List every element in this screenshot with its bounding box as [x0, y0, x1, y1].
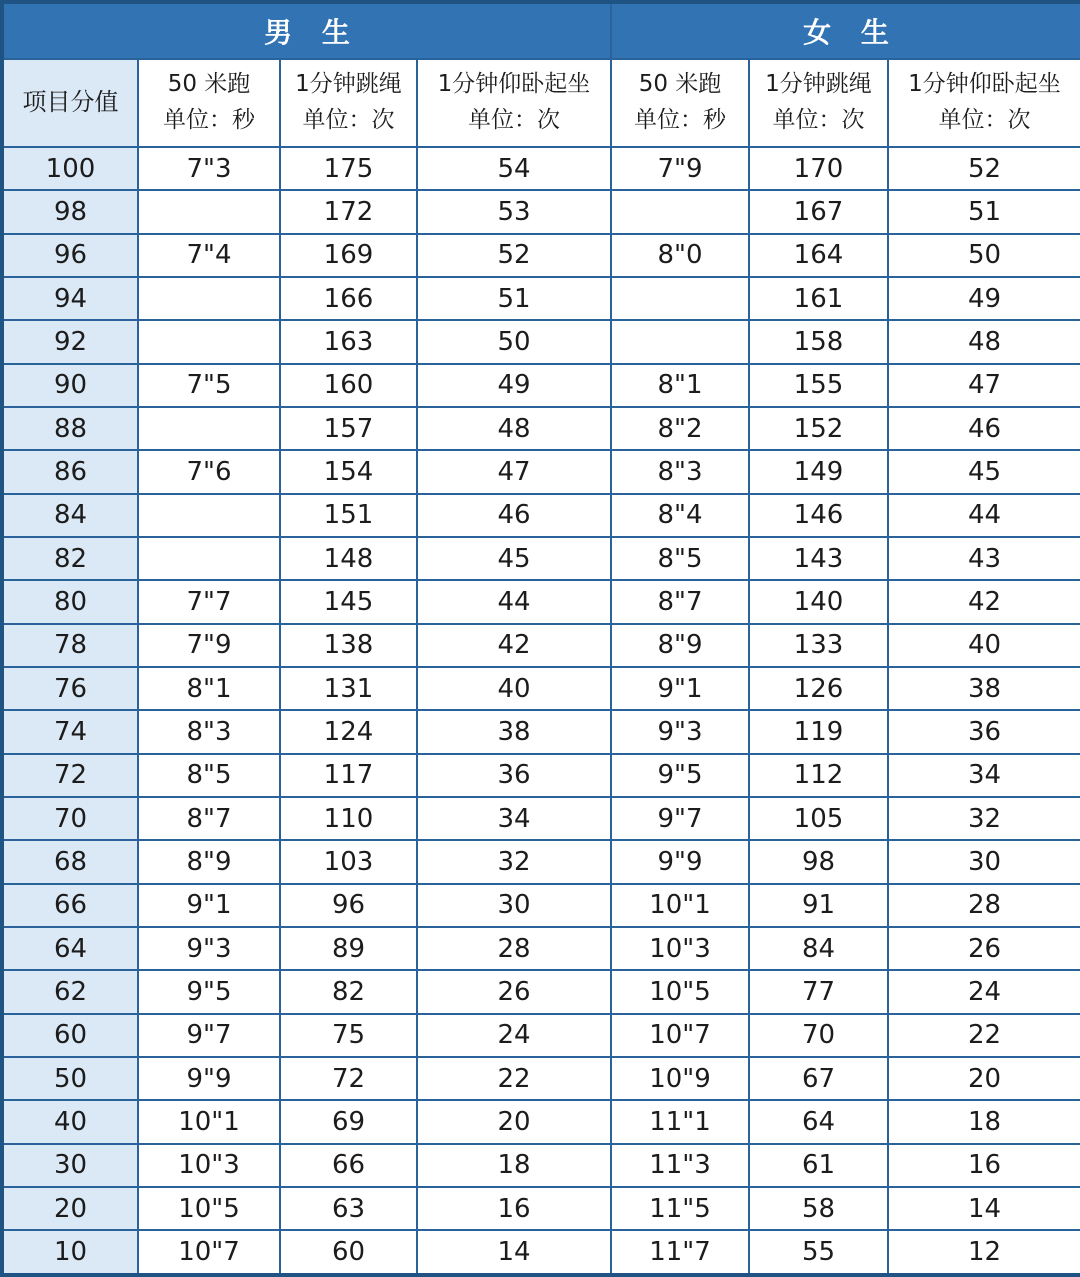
table-row	[2, 1014, 1080, 1057]
value-cell: 9"7	[138, 1014, 280, 1057]
table-row	[2, 1230, 1080, 1275]
value-cell: 11"5	[611, 1187, 749, 1230]
value-cell	[611, 190, 749, 233]
value-cell: 16	[888, 1144, 1080, 1187]
value-cell: 45	[888, 450, 1080, 493]
score-value: 20	[2, 1187, 138, 1230]
value-cell: 110	[280, 797, 417, 840]
value-cell	[611, 277, 749, 320]
value-cell: 103	[280, 840, 417, 883]
value-cell: 8"3	[138, 710, 280, 753]
value-cell: 51	[888, 190, 1080, 233]
score-value: 84	[2, 494, 138, 537]
value-cell: 45	[417, 537, 611, 580]
group-header-boys: 男 生	[2, 2, 611, 59]
value-cell: 42	[417, 624, 611, 667]
table-row	[2, 580, 1080, 623]
value-cell	[138, 277, 280, 320]
value-cell: 26	[888, 927, 1080, 970]
header-event-name: 1分钟仰卧起坐	[437, 71, 591, 98]
table-row	[2, 797, 1080, 840]
value-cell: 160	[280, 364, 417, 407]
value-cell: 47	[417, 450, 611, 493]
table-row	[2, 1187, 1080, 1230]
value-cell: 131	[280, 667, 417, 710]
value-cell: 26	[417, 970, 611, 1013]
score-value: 50	[2, 1057, 138, 1100]
group-header-girls: 女 生	[611, 2, 1080, 59]
table-row	[2, 927, 1080, 970]
value-cell: 47	[888, 364, 1080, 407]
value-cell: 10"5	[138, 1187, 280, 1230]
value-cell: 8"4	[611, 494, 749, 537]
header-girls-jump-rope	[749, 59, 888, 147]
value-cell: 152	[749, 407, 888, 450]
score-value: 76	[2, 667, 138, 710]
table-row	[2, 537, 1080, 580]
value-cell: 8"0	[611, 234, 749, 277]
value-cell	[138, 320, 280, 363]
score-value: 86	[2, 450, 138, 493]
score-value: 82	[2, 537, 138, 580]
value-cell: 8"1	[611, 364, 749, 407]
score-value: 96	[2, 234, 138, 277]
value-cell: 10"7	[138, 1230, 280, 1275]
value-cell: 20	[888, 1057, 1080, 1100]
score-value: 60	[2, 1014, 138, 1057]
corner-header-score: 项目分值	[2, 59, 138, 147]
value-cell: 60	[280, 1230, 417, 1275]
table-row	[2, 710, 1080, 753]
table-row	[2, 364, 1080, 407]
value-cell: 38	[888, 667, 1080, 710]
value-cell: 10"5	[611, 970, 749, 1013]
value-cell: 126	[749, 667, 888, 710]
value-cell: 44	[888, 494, 1080, 537]
value-cell: 9"3	[611, 710, 749, 753]
table-row	[2, 1100, 1080, 1143]
value-cell: 50	[888, 234, 1080, 277]
header-event-name: 50 米跑	[638, 71, 722, 98]
score-value: 10	[2, 1230, 138, 1275]
value-cell: 138	[280, 624, 417, 667]
score-value: 62	[2, 970, 138, 1013]
header-event-name: 50 米跑	[167, 71, 251, 98]
value-cell: 9"5	[138, 970, 280, 1013]
table-row	[2, 320, 1080, 363]
value-cell: 143	[749, 537, 888, 580]
value-cell: 40	[888, 624, 1080, 667]
value-cell: 154	[280, 450, 417, 493]
header-girls-50m-run	[611, 59, 749, 147]
value-cell: 8"9	[611, 624, 749, 667]
value-cell: 61	[749, 1144, 888, 1187]
value-cell: 16	[417, 1187, 611, 1230]
value-cell: 84	[749, 927, 888, 970]
score-value: 74	[2, 710, 138, 753]
value-cell: 50	[417, 320, 611, 363]
table-row	[2, 754, 1080, 797]
value-cell: 72	[280, 1057, 417, 1100]
value-cell	[138, 190, 280, 233]
value-cell: 11"1	[611, 1100, 749, 1143]
value-cell: 172	[280, 190, 417, 233]
value-cell: 10"9	[611, 1057, 749, 1100]
value-cell: 67	[749, 1057, 888, 1100]
value-cell: 89	[280, 927, 417, 970]
value-cell: 49	[888, 277, 1080, 320]
value-cell: 18	[417, 1144, 611, 1187]
value-cell: 7"9	[138, 624, 280, 667]
value-cell: 96	[280, 884, 417, 927]
value-cell: 7"3	[138, 147, 280, 190]
score-value: 94	[2, 277, 138, 320]
value-cell: 7"9	[611, 147, 749, 190]
value-cell: 169	[280, 234, 417, 277]
value-cell: 7"7	[138, 580, 280, 623]
score-value: 68	[2, 840, 138, 883]
value-cell: 49	[417, 364, 611, 407]
value-cell: 8"5	[611, 537, 749, 580]
value-cell: 28	[417, 927, 611, 970]
value-cell: 24	[888, 970, 1080, 1013]
score-value: 72	[2, 754, 138, 797]
value-cell: 44	[417, 580, 611, 623]
value-cell: 14	[417, 1230, 611, 1275]
value-cell: 163	[280, 320, 417, 363]
value-cell: 7"6	[138, 450, 280, 493]
value-cell: 91	[749, 884, 888, 927]
value-cell: 46	[417, 494, 611, 537]
value-cell: 69	[280, 1100, 417, 1143]
score-value: 78	[2, 624, 138, 667]
header-event-unit: 单位：次	[938, 107, 1031, 133]
value-cell: 63	[280, 1187, 417, 1230]
header-event-unit: 单位：次	[468, 107, 560, 133]
value-cell: 30	[888, 840, 1080, 883]
table-row	[2, 190, 1080, 233]
value-cell: 82	[280, 970, 417, 1013]
table-row	[2, 1144, 1080, 1187]
score-value: 90	[2, 364, 138, 407]
value-cell: 12	[888, 1230, 1080, 1275]
value-cell: 34	[417, 797, 611, 840]
value-cell: 55	[749, 1230, 888, 1275]
value-cell: 9"7	[611, 797, 749, 840]
value-cell: 119	[749, 710, 888, 753]
value-cell: 40	[417, 667, 611, 710]
value-cell: 14	[888, 1187, 1080, 1230]
value-cell: 48	[888, 320, 1080, 363]
value-cell: 46	[888, 407, 1080, 450]
score-value: 100	[2, 147, 138, 190]
value-cell: 38	[417, 710, 611, 753]
value-cell: 9"3	[138, 927, 280, 970]
header-girls-sit-ups	[888, 59, 1080, 147]
value-cell: 158	[749, 320, 888, 363]
value-cell: 58	[749, 1187, 888, 1230]
group-header-row	[2, 2, 1080, 59]
value-cell: 9"5	[611, 754, 749, 797]
value-cell: 146	[749, 494, 888, 537]
value-cell	[138, 537, 280, 580]
value-cell: 112	[749, 754, 888, 797]
header-event-name: 1分钟跳绳	[295, 71, 402, 98]
table-row	[2, 450, 1080, 493]
value-cell: 124	[280, 710, 417, 753]
value-cell: 43	[888, 537, 1080, 580]
value-cell	[138, 494, 280, 537]
score-value: 80	[2, 580, 138, 623]
header-event-unit: 单位：次	[772, 107, 865, 133]
table-row	[2, 494, 1080, 537]
value-cell: 10"3	[611, 927, 749, 970]
value-cell: 18	[888, 1100, 1080, 1143]
table-row	[2, 147, 1080, 190]
header-event-unit: 单位：秒	[634, 107, 726, 133]
value-cell: 24	[417, 1014, 611, 1057]
value-cell: 52	[888, 147, 1080, 190]
header-boys-jump-rope	[280, 59, 417, 147]
value-cell: 8"5	[138, 754, 280, 797]
value-cell: 11"7	[611, 1230, 749, 1275]
value-cell: 36	[417, 754, 611, 797]
header-event-name: 1分钟仰卧起坐	[908, 71, 1061, 98]
value-cell: 9"9	[138, 1057, 280, 1100]
header-boys-50m-run	[138, 59, 280, 147]
table-row	[2, 667, 1080, 710]
value-cell: 22	[417, 1057, 611, 1100]
value-cell	[138, 407, 280, 450]
value-cell: 54	[417, 147, 611, 190]
value-cell: 133	[749, 624, 888, 667]
value-cell: 51	[417, 277, 611, 320]
table-row	[2, 884, 1080, 927]
score-value: 40	[2, 1100, 138, 1143]
value-cell: 170	[749, 147, 888, 190]
header-event-name: 1分钟跳绳	[765, 71, 872, 98]
value-cell: 42	[888, 580, 1080, 623]
value-cell	[611, 320, 749, 363]
sub-header-row	[2, 59, 1080, 147]
table-row	[2, 407, 1080, 450]
value-cell: 28	[888, 884, 1080, 927]
value-cell: 105	[749, 797, 888, 840]
value-cell: 157	[280, 407, 417, 450]
score-value: 70	[2, 797, 138, 840]
value-cell: 10"3	[138, 1144, 280, 1187]
value-cell: 77	[749, 970, 888, 1013]
value-cell: 98	[749, 840, 888, 883]
score-value: 66	[2, 884, 138, 927]
value-cell: 11"3	[611, 1144, 749, 1187]
value-cell: 167	[749, 190, 888, 233]
value-cell: 8"9	[138, 840, 280, 883]
value-cell: 175	[280, 147, 417, 190]
value-cell: 10"1	[138, 1100, 280, 1143]
value-cell: 9"1	[611, 667, 749, 710]
score-table-body	[2, 147, 1080, 1275]
value-cell: 9"9	[611, 840, 749, 883]
value-cell: 7"5	[138, 364, 280, 407]
header-event-unit: 单位：秒	[163, 107, 255, 133]
value-cell: 34	[888, 754, 1080, 797]
value-cell: 20	[417, 1100, 611, 1143]
value-cell: 10"1	[611, 884, 749, 927]
value-cell: 149	[749, 450, 888, 493]
value-cell: 8"2	[611, 407, 749, 450]
value-cell: 10"7	[611, 1014, 749, 1057]
score-value: 64	[2, 927, 138, 970]
header-boys-sit-ups	[417, 59, 611, 147]
table-row	[2, 840, 1080, 883]
value-cell: 32	[888, 797, 1080, 840]
value-cell: 9"1	[138, 884, 280, 927]
score-value: 88	[2, 407, 138, 450]
value-cell: 8"7	[611, 580, 749, 623]
value-cell: 66	[280, 1144, 417, 1187]
value-cell: 75	[280, 1014, 417, 1057]
value-cell: 164	[749, 234, 888, 277]
value-cell: 148	[280, 537, 417, 580]
value-cell: 30	[417, 884, 611, 927]
value-cell: 32	[417, 840, 611, 883]
value-cell: 48	[417, 407, 611, 450]
table-row	[2, 277, 1080, 320]
table-row	[2, 1057, 1080, 1100]
value-cell: 53	[417, 190, 611, 233]
value-cell: 22	[888, 1014, 1080, 1057]
table-row	[2, 624, 1080, 667]
value-cell: 166	[280, 277, 417, 320]
value-cell: 145	[280, 580, 417, 623]
value-cell: 36	[888, 710, 1080, 753]
value-cell: 64	[749, 1100, 888, 1143]
value-cell: 8"1	[138, 667, 280, 710]
value-cell: 140	[749, 580, 888, 623]
value-cell: 117	[280, 754, 417, 797]
value-cell: 7"4	[138, 234, 280, 277]
score-value: 30	[2, 1144, 138, 1187]
value-cell: 8"7	[138, 797, 280, 840]
score-value: 92	[2, 320, 138, 363]
header-event-unit: 单位：次	[302, 107, 395, 133]
value-cell: 155	[749, 364, 888, 407]
value-cell: 151	[280, 494, 417, 537]
table-row	[2, 970, 1080, 1013]
table-row	[2, 234, 1080, 277]
value-cell: 161	[749, 277, 888, 320]
score-value: 98	[2, 190, 138, 233]
value-cell: 70	[749, 1014, 888, 1057]
value-cell: 8"3	[611, 450, 749, 493]
value-cell: 52	[417, 234, 611, 277]
